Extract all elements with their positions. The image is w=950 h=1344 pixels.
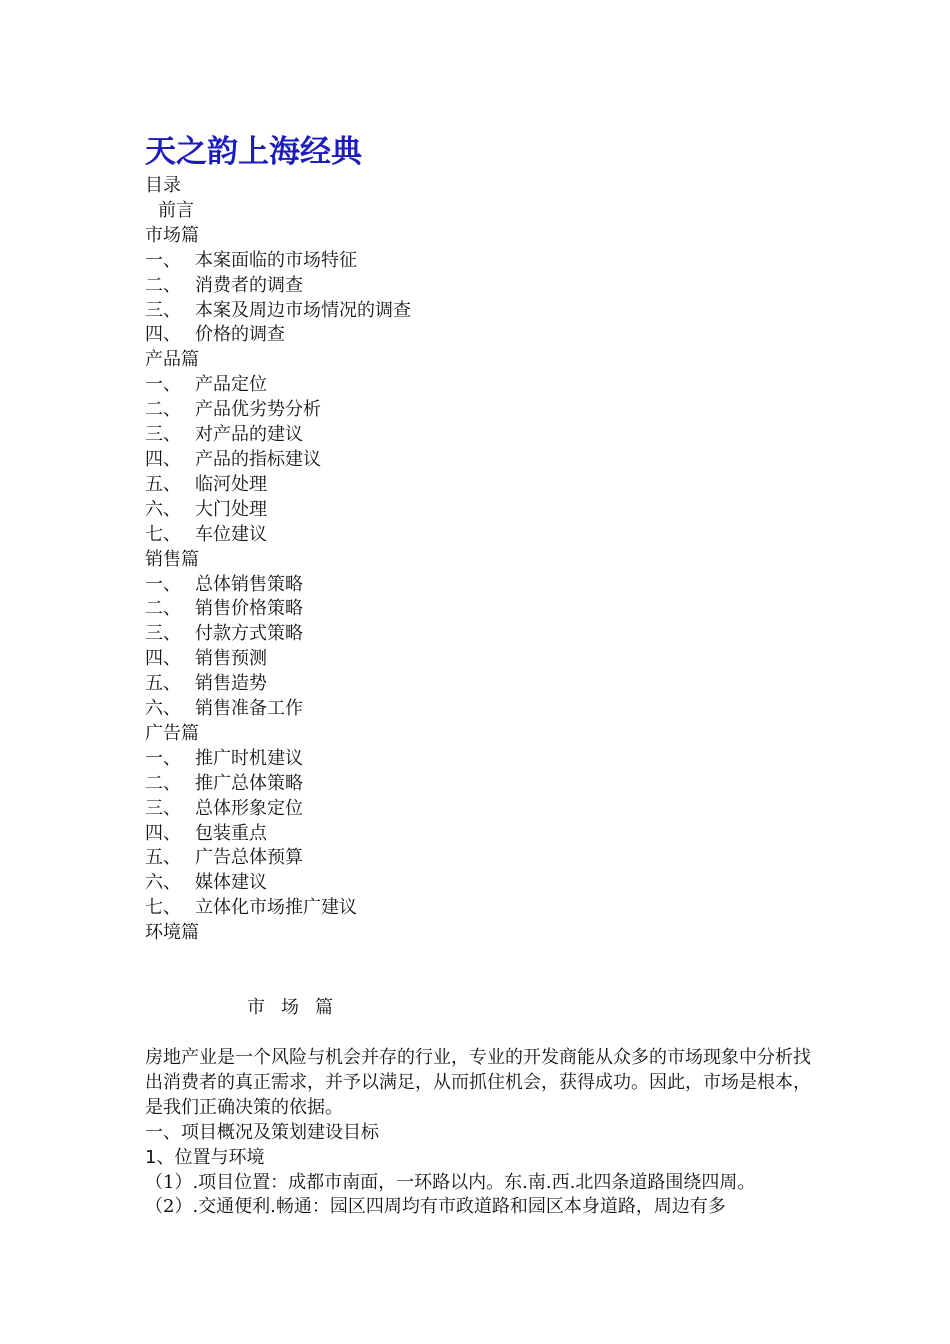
toc-item-text: 销售预测 — [195, 648, 267, 670]
toc-item-number: 四、 — [145, 822, 181, 844]
toc-section-2: 销售篇 — [145, 548, 199, 570]
toc-section-3: 广告篇 — [145, 722, 199, 744]
toc-item-number: 三、 — [145, 299, 181, 321]
toc-item-text: 消费者的调查 — [195, 274, 303, 296]
toc-item-text: 产品定位 — [195, 374, 267, 396]
toc-item — [145, 423, 411, 448]
toc-item — [145, 597, 411, 622]
toc-item-number: 四、 — [145, 448, 181, 470]
toc-item — [145, 747, 411, 772]
toc-item — [145, 797, 411, 822]
toc-item — [145, 473, 411, 498]
toc-item — [145, 448, 411, 473]
toc-item-text: 立体化市场推广建议 — [195, 897, 357, 919]
toc-item — [145, 323, 411, 348]
toc-item — [145, 274, 411, 299]
toc-item-text: 产品优劣势分析 — [195, 399, 321, 421]
toc-item-number: 四、 — [145, 648, 181, 670]
toc-item-number: 四、 — [145, 324, 181, 346]
location-environment-heading: 1、位置与环境 — [145, 1146, 265, 1168]
toc-item-text: 产品的指标建议 — [195, 448, 321, 470]
toc-item — [145, 523, 411, 548]
toc-item-number: 一、 — [145, 249, 181, 271]
section-heading-char: 场 — [281, 997, 299, 1018]
toc-item — [145, 822, 411, 847]
toc-item-text: 销售造势 — [195, 673, 267, 695]
toc-heading: 目录 — [145, 175, 181, 196]
toc-item-number: 六、 — [145, 872, 181, 894]
toc-item-text: 临河处理 — [195, 473, 267, 495]
toc-item — [145, 871, 411, 896]
toc-item-text: 销售价格策略 — [195, 598, 303, 620]
toc-item-number: 二、 — [145, 598, 181, 620]
toc-item-number: 六、 — [145, 498, 181, 520]
toc-item-text: 本案及周边市场情况的调查 — [195, 299, 411, 321]
toc-item-number: 二、 — [145, 772, 181, 794]
section-heading-char: 市 — [247, 997, 265, 1018]
toc-item-number: 五、 — [145, 847, 181, 869]
toc-item-number: 一、 — [145, 573, 181, 595]
toc-item — [145, 398, 411, 423]
toc-item-text: 总体形象定位 — [195, 797, 303, 819]
toc-item — [145, 896, 411, 921]
toc-item-text: 车位建议 — [195, 523, 267, 545]
toc-item-number: 三、 — [145, 623, 181, 645]
toc-item — [145, 772, 411, 797]
transport-item: （2）.交通便利.畅通：园区四周均有市政道路和园区本身道路，周边有多 — [145, 1196, 726, 1218]
toc-item — [145, 373, 411, 398]
toc-item — [145, 573, 411, 598]
toc-item-number: 三、 — [145, 424, 181, 446]
toc-item-number: 一、 — [145, 374, 181, 396]
toc-item-number: 一、 — [145, 747, 181, 769]
toc-item-text: 销售准备工作 — [195, 698, 303, 720]
toc-item — [145, 697, 411, 722]
project-location-item: （1）.项目位置：成都市南面，一环路以内。东.南.西.北四条道路围绕四周。 — [145, 1171, 756, 1193]
toc-item-text: 付款方式策略 — [195, 623, 303, 645]
toc-item-number: 七、 — [145, 897, 181, 919]
market-section-heading — [247, 996, 349, 1020]
section-heading-char: 篇 — [315, 997, 333, 1018]
toc-item-text: 对产品的建议 — [195, 424, 303, 446]
toc-item — [145, 647, 411, 672]
toc-section-4: 环境篇 — [145, 922, 199, 944]
toc-item — [145, 498, 411, 523]
toc-item-number: 三、 — [145, 797, 181, 819]
toc-item-number: 五、 — [145, 473, 181, 495]
table-of-contents — [145, 174, 411, 946]
toc-item — [145, 299, 411, 324]
toc-item-text: 本案面临的市场特征 — [195, 249, 357, 271]
toc-item-text: 媒体建议 — [195, 872, 267, 894]
toc-item-text: 大门处理 — [195, 498, 267, 520]
toc-item-text: 总体销售策略 — [195, 573, 303, 595]
toc-item — [145, 622, 411, 647]
intro-paragraph: 房地产业是一个风险与机会并存的行业，专业的开发商能从众多的市场现象中分析找出消费者的真正需求，并予以满足，从而抓住机会，获得成功。因此，市场是根本，是我们正确决策的依据。 — [145, 1047, 811, 1118]
toc-item-text: 广告总体预算 — [195, 847, 303, 869]
toc-item — [145, 249, 411, 274]
toc-item-text: 推广时机建议 — [195, 747, 303, 769]
project-overview-subheading: 一、项目概况及策划建设目标 — [145, 1121, 379, 1143]
toc-section-0: 市场篇 — [145, 224, 199, 246]
toc-item-number: 二、 — [145, 274, 181, 296]
toc-item — [145, 846, 411, 871]
toc-item-text: 包装重点 — [195, 822, 267, 844]
toc-item-number: 六、 — [145, 698, 181, 720]
market-section-body — [145, 1046, 817, 1220]
toc-item-number: 五、 — [145, 673, 181, 695]
toc-item-number: 七、 — [145, 523, 181, 545]
document-title: 天之韵上海经典 — [145, 134, 362, 170]
toc-item — [145, 672, 411, 697]
toc-item-number: 二、 — [145, 399, 181, 421]
toc-preface: 前言 — [158, 199, 194, 221]
toc-item-text: 推广总体策略 — [195, 772, 303, 794]
toc-item-text: 价格的调查 — [195, 324, 285, 346]
toc-section-1: 产品篇 — [145, 349, 199, 371]
